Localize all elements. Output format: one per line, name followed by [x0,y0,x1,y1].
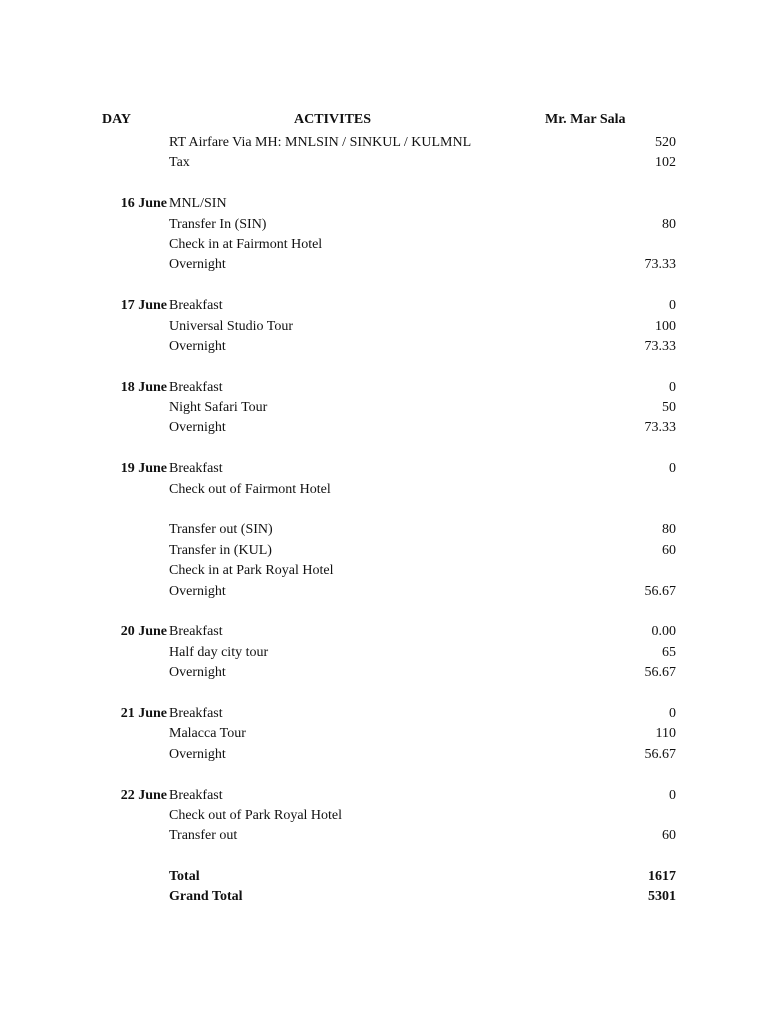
activity-cell: Breakfast [169,379,223,395]
activity-cell: Check out of Fairmont Hotel [169,481,331,497]
activity-cell: Breakfast [169,461,223,477]
table-row [0,153,768,173]
activity-cell: Check in at Fairmont Hotel [169,236,323,252]
table-row [0,724,768,744]
activity-cell: Check in at Park Royal Hotel [169,563,334,579]
table-row [0,296,768,316]
amount-cell: 1617 [648,869,676,885]
table-row [0,378,768,398]
activity-cell: Overnight [169,665,226,681]
table-row [0,704,768,724]
amount-cell: 60 [662,542,676,558]
itinerary-table [0,133,768,908]
amount-cell: 73.33 [644,257,676,273]
amount-cell: 80 [662,216,676,232]
table-row [0,643,768,663]
activity-cell: Transfer out (SIN) [169,522,273,538]
activity-cell: Breakfast [169,298,223,314]
table-row [0,622,768,642]
amount-cell: 73.33 [644,420,676,436]
day-cell: 17 June [120,298,167,314]
activity-cell: Overnight [169,583,226,599]
amount-cell: 0 [669,379,676,395]
header-activities: ACTIVITES [294,112,372,127]
amount-cell: 0 [669,705,676,721]
table-row [0,806,768,826]
table-row [0,745,768,765]
activity-cell: Transfer out [169,828,238,844]
amount-cell: 56.67 [644,583,676,599]
amount-cell: 0 [669,461,676,477]
header-person: Mr. Mar Sala [545,112,626,127]
day-cell: 19 June [120,461,167,477]
table-row [0,582,768,602]
table-header [0,112,768,132]
table-row [0,235,768,255]
amount-cell: 80 [662,522,676,538]
table-row [0,459,768,479]
table-row [0,786,768,806]
table-row [0,500,768,520]
activity-cell: RT Airfare Via MH: MNLSIN / SINKUL / KULMNL [169,135,472,150]
day-cell: 20 June [120,624,167,640]
table-row [0,194,768,214]
table-row [0,602,768,622]
day-cell: 18 June [120,379,167,395]
amount-cell: 110 [655,726,676,742]
table-row [0,174,768,194]
table-row [0,418,768,438]
amount-cell: 56.67 [644,665,676,681]
table-row [0,541,768,561]
table-row [0,439,768,459]
activity-cell: Overnight [169,746,226,762]
activity-cell: Night Safari Tour [169,400,268,416]
table-row [0,684,768,704]
activity-cell: Check out of Park Royal Hotel [169,807,343,823]
table-row [0,663,768,683]
day-cell: 22 June [120,787,167,803]
amount-cell: 50 [662,400,676,416]
table-row [0,561,768,581]
amount-cell: 56.67 [644,746,676,762]
activity-cell: Universal Studio Tour [169,318,293,334]
activity-cell: Malacca Tour [169,726,246,742]
table-row [0,255,768,275]
activity-cell: Breakfast [169,624,223,640]
table-row [0,765,768,785]
activity-cell: Overnight [169,338,226,354]
amount-cell: 520 [655,135,676,150]
activity-cell: Tax [169,155,190,171]
table-row [0,337,768,357]
table-row [0,357,768,377]
amount-cell: 0 [669,298,676,314]
header-day: DAY [102,112,132,127]
table-row [0,215,768,235]
activity-cell: Overnight [169,420,226,436]
activity-cell: Transfer in (KUL) [169,542,272,558]
day-cell: 21 June [120,705,167,721]
table-row [0,398,768,418]
day-cell: 16 June [120,196,167,212]
activity-cell: Grand Total [169,889,243,905]
table-row [0,847,768,867]
activity-cell: Breakfast [169,787,223,803]
activity-cell: Overnight [169,257,226,273]
amount-cell: 100 [655,318,676,334]
activity-cell: Half day city tour [169,644,269,660]
activity-cell: Transfer In (SIN) [169,216,267,232]
table-row [0,133,768,153]
table-row [0,317,768,337]
amount-cell: 65 [662,644,676,660]
table-row [0,826,768,846]
activity-cell: Total [169,869,200,885]
table-row [0,480,768,500]
amount-cell: 102 [655,155,676,171]
activity-cell: Breakfast [169,705,223,721]
amount-cell: 0.00 [651,624,676,640]
total-row [0,867,768,887]
total-row [0,887,768,907]
amount-cell: 5301 [648,889,676,905]
activity-cell: MNL/SIN [169,196,227,212]
amount-cell: 60 [662,828,676,844]
table-row [0,276,768,296]
amount-cell: 0 [669,787,676,803]
table-row [0,520,768,540]
amount-cell: 73.33 [644,338,676,354]
